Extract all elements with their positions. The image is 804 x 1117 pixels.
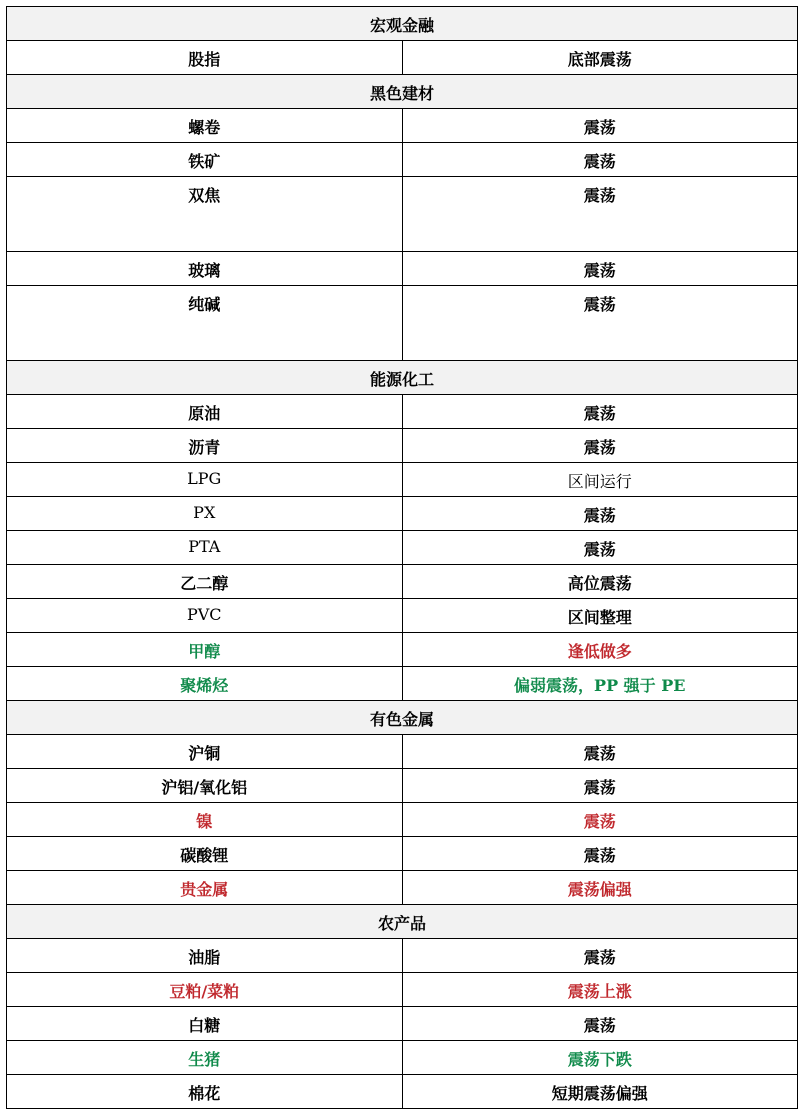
market-view: 高位震荡 [402,565,798,599]
table-row [7,939,798,973]
commodity-name: 沥青 [7,429,403,463]
market-view: 震荡 [402,497,798,531]
section-title: 能源化工 [7,361,798,395]
market-view: 震荡偏强 [402,871,798,905]
section-header-nonferrous [7,701,798,735]
commodity-name: 铁矿 [7,143,403,177]
table-row [7,143,798,177]
market-view: 震荡 [402,735,798,769]
market-view: 震荡 [402,143,798,177]
commodity-name: LPG [7,463,403,497]
commodity-name: 生猪 [7,1041,403,1075]
table-row [7,463,798,497]
table-row [7,973,798,1007]
commodity-name: PX [7,497,403,531]
commodity-name: 沪铝/氧化铝 [7,769,403,803]
section-header-energy [7,361,798,395]
market-view: 震荡 [402,769,798,803]
commodity-name: 玻璃 [7,252,403,286]
commodity-name: 棉花 [7,1075,403,1109]
commodity-name: 双焦 [7,177,403,252]
market-view: 震荡 [402,837,798,871]
commodity-name: 乙二醇 [7,565,403,599]
commodity-name: 白糖 [7,1007,403,1041]
table-row [7,599,798,633]
table-row [7,497,798,531]
commodity-name: 螺卷 [7,109,403,143]
commodity-name: 甲醇 [7,633,403,667]
section-title: 有色金属 [7,701,798,735]
table-row [7,286,798,361]
market-view: 震荡 [402,109,798,143]
market-view-table [6,6,798,1109]
market-view: 震荡 [402,531,798,565]
table-row [7,735,798,769]
section-header-agri [7,905,798,939]
table-row [7,633,798,667]
commodity-name: 沪铜 [7,735,403,769]
commodity-name: PTA [7,531,403,565]
section-title: 黑色建材 [7,75,798,109]
market-view: 偏弱震荡，PP 强于 PE [402,667,798,701]
market-view: 短期震荡偏强 [402,1075,798,1109]
table-row [7,1007,798,1041]
table-row [7,871,798,905]
table-row [7,429,798,463]
market-view: 震荡 [402,286,798,361]
table-row [7,837,798,871]
table-row [7,769,798,803]
table-row [7,252,798,286]
commodity-name: 贵金属 [7,871,403,905]
commodity-name: 碳酸锂 [7,837,403,871]
commodity-name: 镍 [7,803,403,837]
market-view: 底部震荡 [402,41,798,75]
market-view: 震荡 [402,252,798,286]
table-row [7,803,798,837]
commodity-name: 原油 [7,395,403,429]
market-view: 震荡 [402,939,798,973]
market-view: 震荡 [402,803,798,837]
market-view: 区间运行 [402,463,798,497]
table-row [7,531,798,565]
section-title: 宏观金融 [7,7,798,41]
table-row [7,41,798,75]
section-title: 农产品 [7,905,798,939]
table-row [7,395,798,429]
section-header-ferrous [7,75,798,109]
section-header-macro [7,7,798,41]
market-view: 震荡上涨 [402,973,798,1007]
commodity-name: PVC [7,599,403,633]
table-row [7,109,798,143]
commodity-name: 聚烯烃 [7,667,403,701]
table-row [7,1041,798,1075]
market-view: 震荡下跌 [402,1041,798,1075]
table-row [7,565,798,599]
market-view: 震荡 [402,395,798,429]
market-view: 震荡 [402,177,798,252]
commodity-name: 股指 [7,41,403,75]
table-row [7,667,798,701]
commodity-name: 豆粕/菜粕 [7,973,403,1007]
commodity-name: 油脂 [7,939,403,973]
market-view: 区间整理 [402,599,798,633]
market-view: 震荡 [402,1007,798,1041]
table-row [7,1075,798,1109]
commodity-name: 纯碱 [7,286,403,361]
table-row [7,177,798,252]
market-view: 逢低做多 [402,633,798,667]
market-view: 震荡 [402,429,798,463]
